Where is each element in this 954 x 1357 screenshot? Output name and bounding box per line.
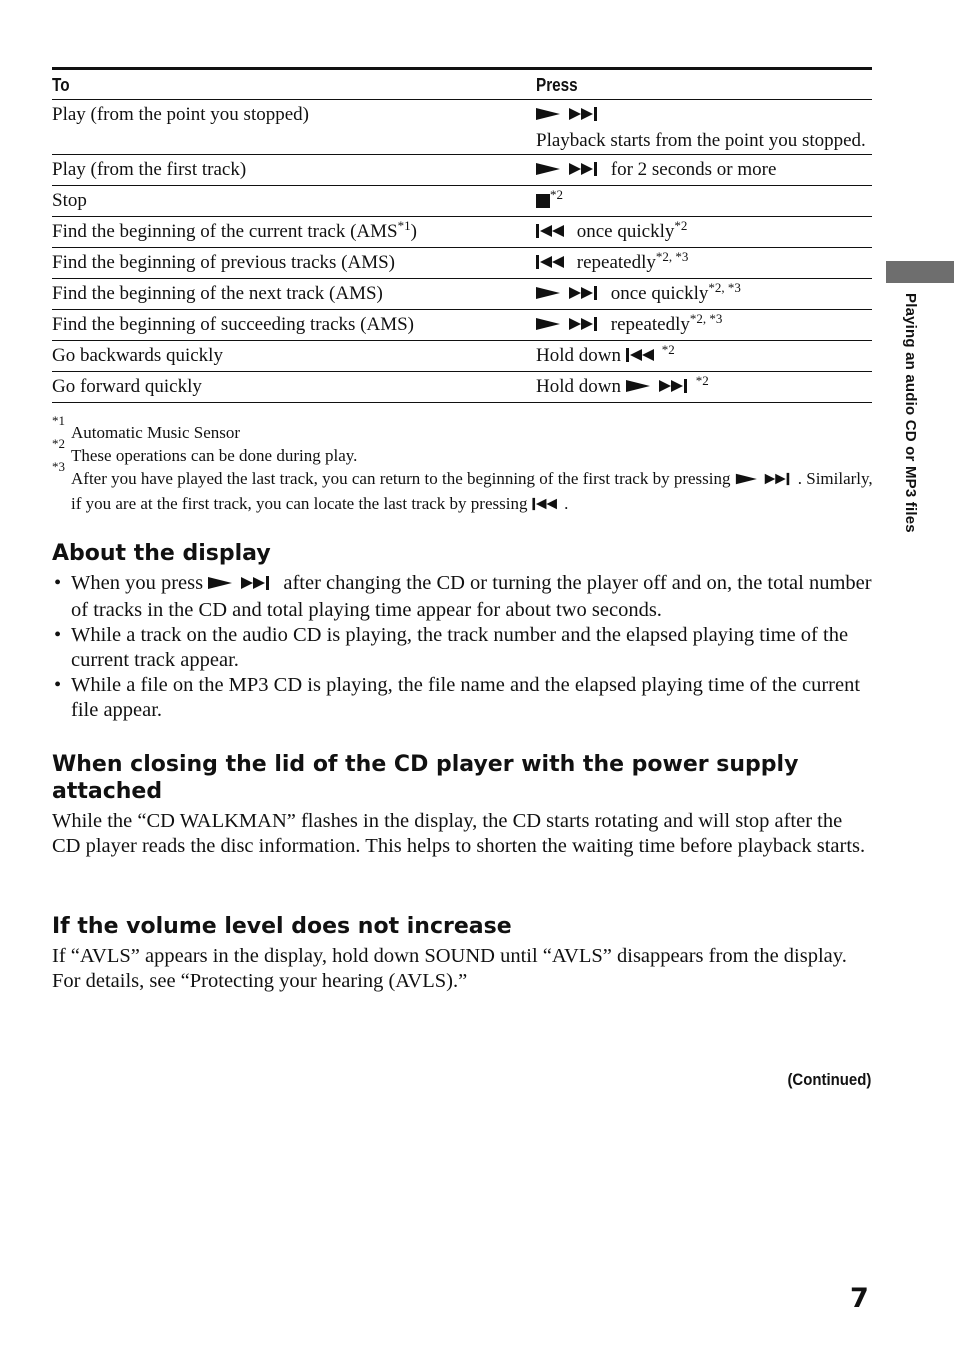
row-to: Stop bbox=[52, 190, 87, 211]
press-note: *2, *3 bbox=[655, 249, 689, 264]
table-row bbox=[52, 186, 872, 217]
table-row bbox=[52, 279, 872, 310]
footnote-text: After you have played the last track, you can return to the beginning of the first track by pressing bbox=[71, 469, 731, 488]
bullet: • bbox=[54, 674, 62, 696]
table-row bbox=[52, 248, 872, 279]
play-next-icon bbox=[626, 377, 696, 401]
operations-table-wrap bbox=[52, 67, 872, 403]
press-note: *2 bbox=[695, 373, 709, 388]
row-press bbox=[536, 217, 872, 248]
row-to: Go backwards quickly bbox=[52, 345, 223, 366]
row-press bbox=[536, 155, 872, 186]
press-text: Playback starts from the point you stopped. bbox=[536, 130, 866, 151]
row-to: Go forward quickly bbox=[52, 376, 202, 397]
section-heading: When closing the lid of the CD player with the power supply attached bbox=[52, 752, 799, 804]
footnotes bbox=[52, 413, 882, 517]
header-to: To bbox=[52, 75, 70, 95]
press-text: for 2 seconds or more bbox=[610, 159, 777, 180]
row-to-note: *1 bbox=[397, 218, 411, 233]
header-press: Press bbox=[536, 75, 578, 95]
bullet-text: While a track on the audio CD is playing, the track number and the elapsed playing time of the current track appear. bbox=[71, 624, 849, 671]
bullet: • bbox=[54, 624, 62, 646]
press-note: *2 bbox=[674, 218, 688, 233]
table-header-row bbox=[52, 69, 872, 100]
press-text: repeatedly bbox=[610, 314, 690, 335]
footnote: *1 Automatic Music Sensor bbox=[52, 413, 241, 442]
row-press bbox=[536, 310, 872, 341]
table-row bbox=[52, 217, 872, 248]
section-side-label: Playing an audio CD or MP3 files bbox=[902, 293, 919, 533]
press-text: once quickly bbox=[610, 283, 709, 304]
row-to: Play (from the first track) bbox=[52, 159, 247, 180]
table-row bbox=[52, 372, 872, 403]
play-next-icon bbox=[208, 573, 278, 598]
play-next-icon bbox=[536, 315, 606, 339]
table-row bbox=[52, 155, 872, 186]
table-row bbox=[52, 100, 872, 155]
row-press bbox=[536, 248, 872, 279]
press-note: *2, *3 bbox=[689, 311, 723, 326]
press-text: once quickly bbox=[576, 221, 675, 242]
footnote-text: . Similarly, if you are at the first track, you can locate the last track by pressing bbox=[71, 469, 873, 513]
row-to: Find the beginning of the next track (AMS) bbox=[52, 283, 383, 304]
stop-icon bbox=[536, 191, 550, 215]
list-item bbox=[52, 571, 872, 623]
section-tab-marker bbox=[886, 261, 954, 283]
play-next-icon bbox=[735, 469, 798, 492]
previous-icon bbox=[532, 494, 564, 517]
section-heading: About the display bbox=[52, 541, 271, 566]
section-body: If “AVLS” appears in the display, hold down SOUND until “AVLS” disappears from the display. For details, see “Protecting your hearing (AVLS).” bbox=[52, 945, 847, 992]
page-number: 7 bbox=[850, 1283, 869, 1314]
bullet-text: When you press bbox=[71, 572, 204, 594]
row-press bbox=[536, 372, 872, 403]
row-press bbox=[536, 341, 872, 372]
press-note: *2, *3 bbox=[708, 280, 741, 295]
section-heading: If the volume level does not increase bbox=[52, 914, 512, 939]
press-note: *2 bbox=[550, 187, 563, 202]
closing-lid-section bbox=[52, 751, 872, 859]
bullet: • bbox=[54, 572, 62, 594]
footnote: *2 These operations can be done during play. bbox=[52, 436, 358, 465]
row-to: Find the beginning of previous tracks (AMS) bbox=[52, 252, 396, 273]
footnote-text: These operations can be done during play. bbox=[71, 446, 358, 465]
footnote-text: Automatic Music Sensor bbox=[71, 423, 241, 442]
table-row bbox=[52, 310, 872, 341]
row-to: Play (from the point you stopped) bbox=[52, 104, 309, 125]
bullet-list bbox=[52, 571, 872, 723]
previous-icon bbox=[626, 346, 662, 370]
row-to-tail: ) bbox=[410, 221, 417, 242]
section-body: While the “CD WALKMAN” flashes in the display, the CD starts rotating and will stop after the CD player reads the disc information. This helps to shorten the waiting time before playback starts. bbox=[52, 810, 866, 857]
table-row bbox=[52, 341, 872, 372]
press-text: repeatedly bbox=[576, 252, 656, 273]
play-next-icon bbox=[536, 105, 606, 129]
bullet-text: after changing the CD or turning the player off and on, the total number of tracks in the CD and total playing time appear for about two seconds. bbox=[71, 572, 872, 621]
row-to: Find the beginning of succeeding tracks (AMS) bbox=[52, 314, 414, 335]
row-press bbox=[536, 279, 872, 310]
play-next-icon bbox=[536, 284, 606, 308]
press-prefix: Hold down bbox=[536, 345, 621, 366]
about-display-section bbox=[52, 540, 872, 723]
footnote-text: . bbox=[564, 494, 569, 513]
row-to-text: Find the beginning of the current track (AMS bbox=[52, 221, 398, 242]
previous-icon bbox=[536, 222, 572, 246]
previous-icon bbox=[536, 253, 572, 277]
row-press bbox=[536, 100, 872, 155]
list-item bbox=[52, 673, 872, 723]
press-prefix: Hold down bbox=[536, 376, 621, 397]
play-next-icon bbox=[536, 160, 606, 184]
press-note: *2 bbox=[661, 342, 675, 357]
footnote: *3 After you have played the last track, you can return to the beginning of the first track by pressing . Similarly, if you are at the first track, you can locate the last track by pressing . bbox=[52, 467, 882, 517]
volume-section bbox=[52, 913, 872, 994]
row-to bbox=[52, 217, 536, 248]
continued-label: (Continued) bbox=[787, 1070, 871, 1089]
row-press bbox=[536, 186, 872, 217]
operations-table bbox=[52, 67, 872, 403]
bullet-text: While a file on the MP3 CD is playing, the file name and the elapsed playing time of the current file appear. bbox=[71, 674, 861, 721]
list-item bbox=[52, 623, 872, 673]
